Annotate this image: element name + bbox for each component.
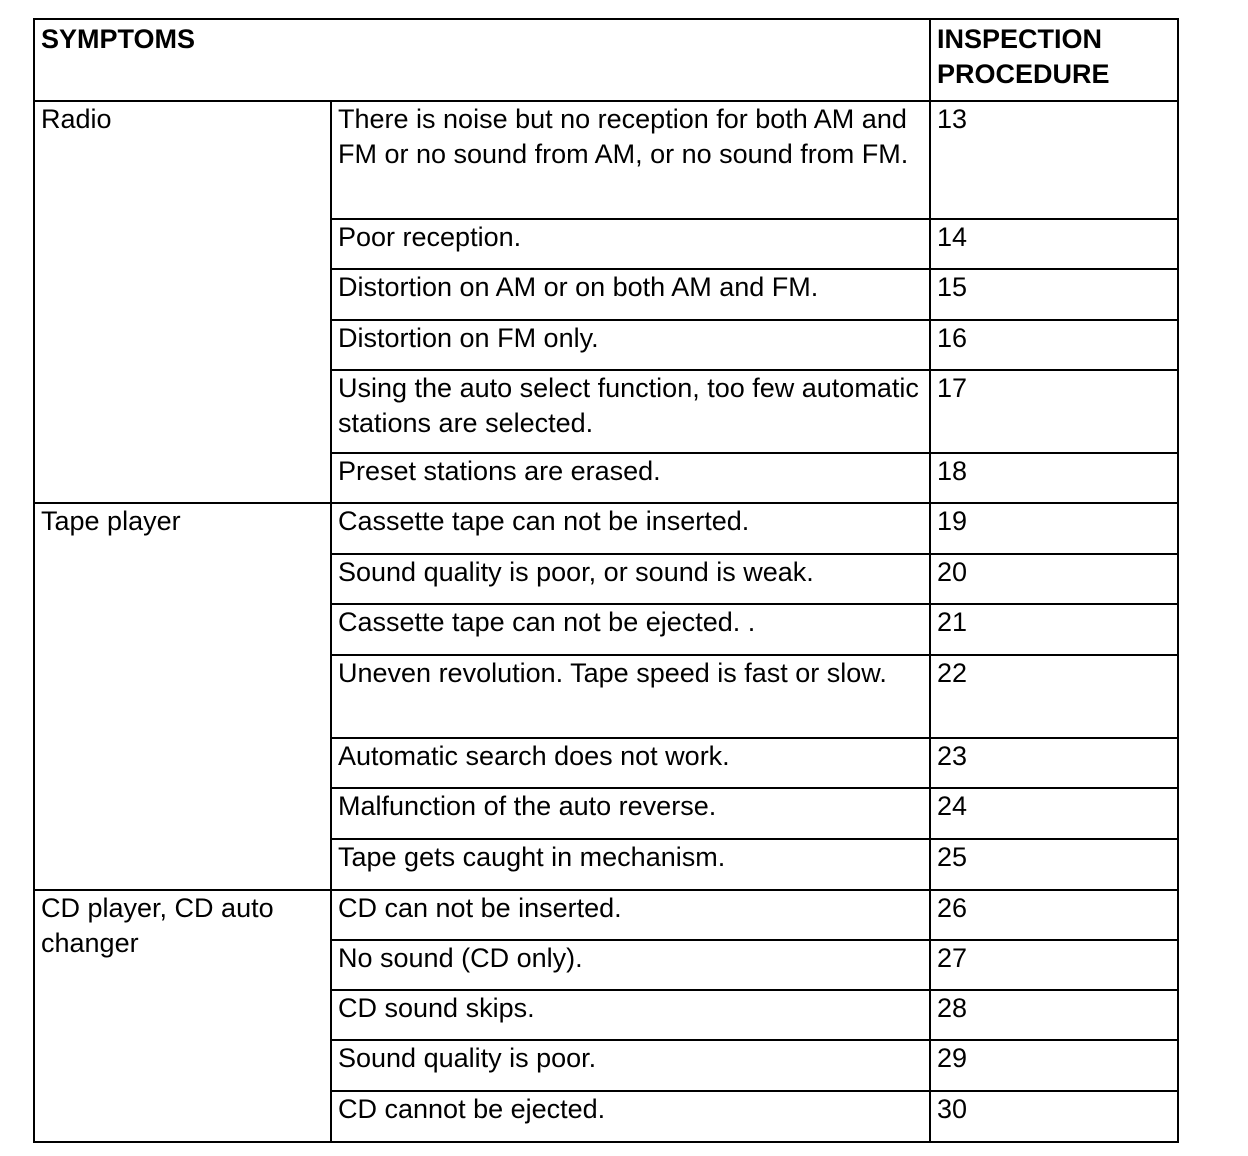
- symptom-cell: Tape gets caught in mechanism.: [331, 839, 930, 890]
- procedure-cell: 14: [930, 219, 1178, 269]
- procedure-cell: 23: [930, 738, 1178, 788]
- procedure-cell: 22: [930, 655, 1178, 738]
- category-radio: Radio: [34, 101, 331, 503]
- symptom-cell: Using the auto select function, too few automatic stations are selected.: [331, 370, 930, 453]
- symptom-cell: Cassette tape can not be ejected. .: [331, 604, 930, 655]
- symptom-cell: Malfunction of the auto reverse.: [331, 788, 930, 839]
- procedure-cell: 30: [930, 1091, 1178, 1142]
- category-cd-player: CD player, CD auto changer: [34, 890, 331, 1142]
- procedure-cell: 28: [930, 990, 1178, 1040]
- symptom-cell: CD can not be inserted.: [331, 890, 930, 940]
- procedure-cell: 17: [930, 370, 1178, 453]
- table-row: [34, 890, 1178, 940]
- procedure-cell: 25: [930, 839, 1178, 890]
- procedure-cell: 27: [930, 940, 1178, 990]
- procedure-cell: 13: [930, 101, 1178, 219]
- procedure-cell: 29: [930, 1040, 1178, 1091]
- symptoms-header: SYMPTOMS: [34, 19, 930, 101]
- procedure-cell: 24: [930, 788, 1178, 839]
- symptom-cell: Poor reception.: [331, 219, 930, 269]
- procedure-cell: 18: [930, 453, 1178, 503]
- symptom-cell: Uneven revolution. Tape speed is fast or slow.: [331, 655, 930, 738]
- symptom-cell: Sound quality is poor, or sound is weak.: [331, 554, 930, 604]
- table-row: [34, 503, 1178, 554]
- symptom-cell: No sound (CD only).: [331, 940, 930, 990]
- category-tape-player: Tape player: [34, 503, 331, 890]
- table-row: [34, 101, 1178, 219]
- procedure-cell: 16: [930, 320, 1178, 370]
- symptom-cell: CD cannot be ejected.: [331, 1091, 930, 1142]
- symptom-cell: Automatic search does not work.: [331, 738, 930, 788]
- symptom-cell: There is noise but no reception for both AM and FM or no sound from AM, or no sound from FM.: [331, 101, 930, 219]
- procedure-cell: 26: [930, 890, 1178, 940]
- symptom-cell: Distortion on FM only.: [331, 320, 930, 370]
- symptom-cell: Cassette tape can not be inserted.: [331, 503, 930, 554]
- procedure-cell: 15: [930, 269, 1178, 320]
- inspection-procedure-header: INSPECTION PROCEDURE: [930, 19, 1178, 101]
- symptom-cell: Preset stations are erased.: [331, 453, 930, 503]
- symptom-cell: CD sound skips.: [331, 990, 930, 1040]
- symptom-cell: Distortion on AM or on both AM and FM.: [331, 269, 930, 320]
- procedure-cell: 21: [930, 604, 1178, 655]
- symptom-cell: Sound quality is poor.: [331, 1040, 930, 1091]
- procedure-cell: 20: [930, 554, 1178, 604]
- header-row: [34, 19, 1178, 101]
- procedure-cell: 19: [930, 503, 1178, 554]
- symptom-inspection-table: [33, 18, 1179, 1143]
